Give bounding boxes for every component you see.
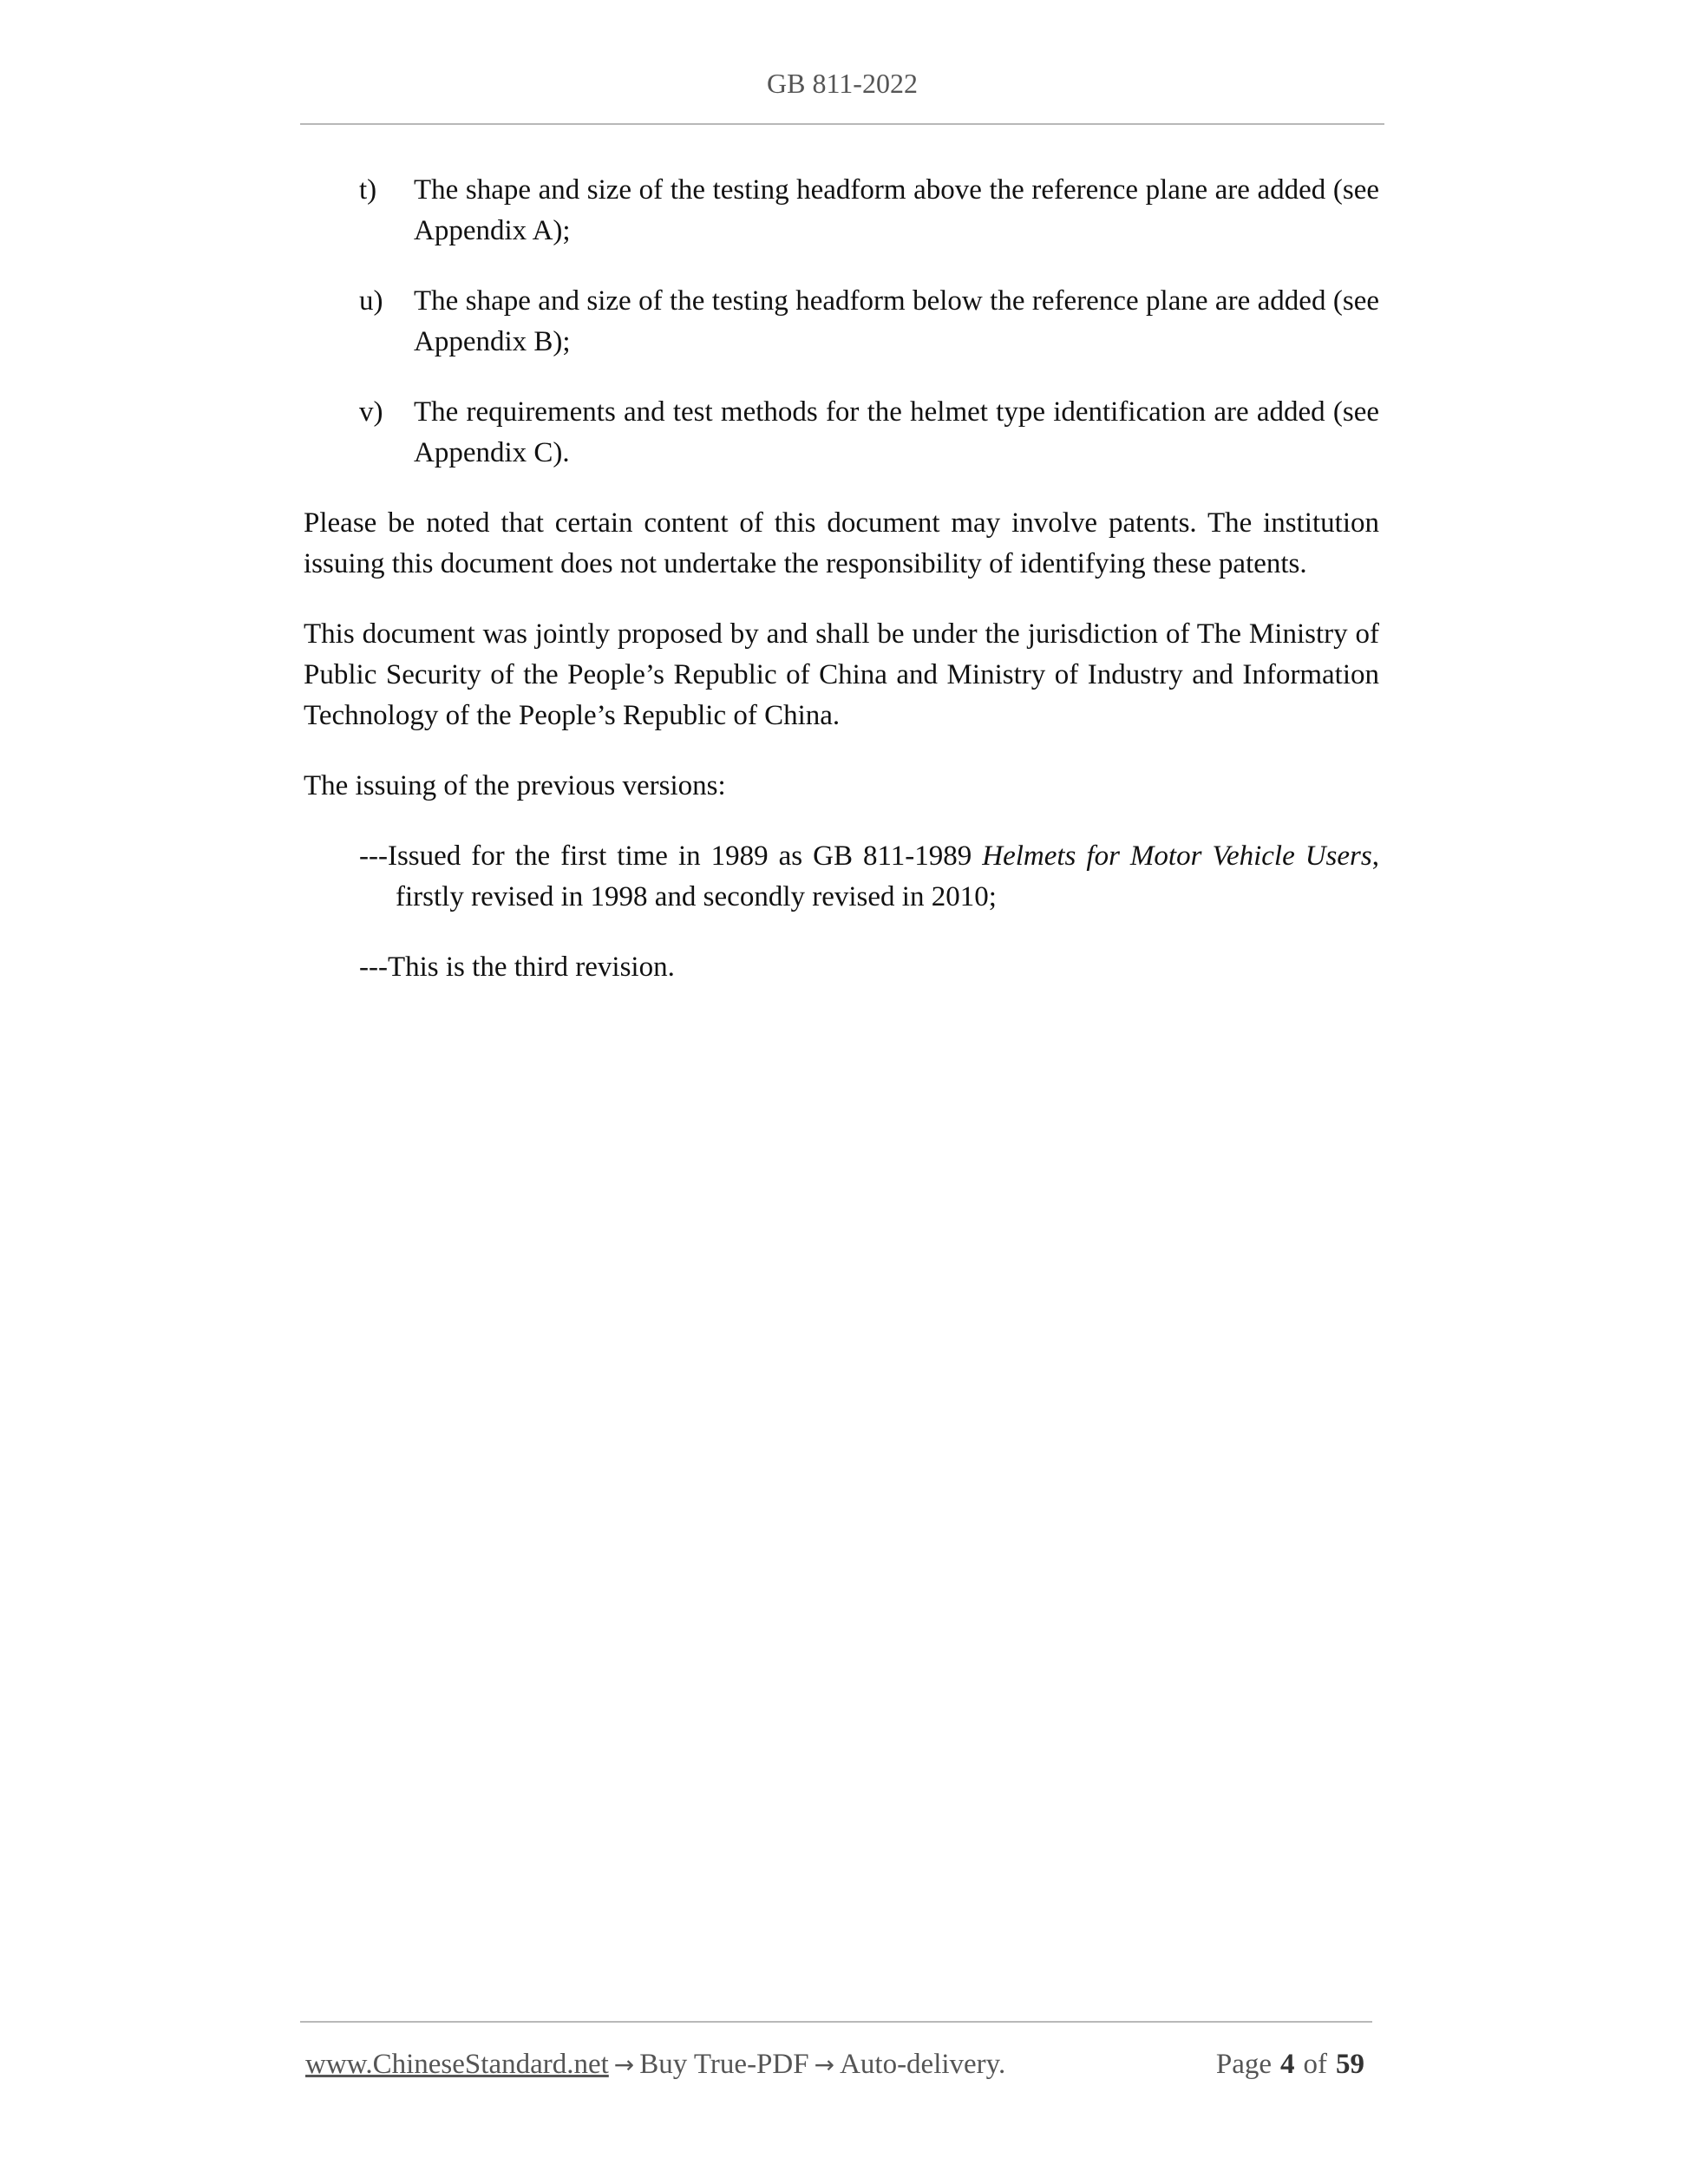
list-item-text: The requirements and test methods for the helmet type identification are added (see Appendix C).: [414, 396, 1379, 468]
footer-promo: [305, 2049, 1005, 2081]
list-item-t: [304, 170, 1379, 252]
previous-versions-heading: The issuing of the previous versions:: [304, 770, 726, 801]
buy-true-pdf-text: Buy True-PDF: [639, 2049, 809, 2080]
history-prefix: ---Issued for the first time in 1989 as GB 811-1989: [359, 840, 983, 872]
arrow-right-icon: →: [613, 2050, 635, 2079]
list-item-u: [304, 281, 1379, 363]
patents-paragraph: Please be noted that certain content of this document may involve patents. The institution issuing this document does not undertake the responsibility of identifying these patents.: [304, 507, 1379, 579]
list-item-text: The shape and size of the testing headform above the reference plane are added (see Appendix A);: [414, 174, 1379, 246]
site-link[interactable]: www.ChineseStandard.net: [305, 2049, 609, 2080]
list-marker: v): [359, 396, 383, 428]
list-item-v: [304, 392, 1379, 474]
auto-delivery-text: Auto-delivery.: [840, 2049, 1006, 2080]
page-total: 59: [1336, 2049, 1364, 2080]
standard-title: Helmets for Motor Vehicle Users: [982, 840, 1372, 872]
list-marker: t): [359, 174, 377, 206]
footer-divider: [300, 2021, 1372, 2023]
page-header: GB 811-2022: [767, 68, 918, 99]
list-item-text: The shape and size of the testing headform below the reference plane are added (see Appendix B);: [414, 285, 1379, 357]
jurisdiction-paragraph: This document was jointly proposed by and shall be under the jurisdiction of The Ministry of Public Security of the People’s Republic of China and Ministry of Industry and Information Technology of the People’s Republic of China.: [304, 618, 1379, 731]
history-suffix: , firstly revised in 1998 and secondly revised in 2010;: [396, 840, 1379, 912]
history-item-third-revision: ---This is the third revision.: [359, 951, 675, 983]
page-number: [1216, 2049, 1373, 2081]
list-marker: u): [359, 285, 383, 317]
arrow-right-icon: →: [814, 2050, 835, 2079]
page-current: 4: [1280, 2049, 1295, 2080]
header-divider: [300, 123, 1384, 125]
document-body: [304, 170, 1379, 1017]
history-item-first-issue: [359, 836, 1379, 918]
page-label: Page: [1215, 2049, 1272, 2080]
of-label: of: [1303, 2049, 1327, 2080]
